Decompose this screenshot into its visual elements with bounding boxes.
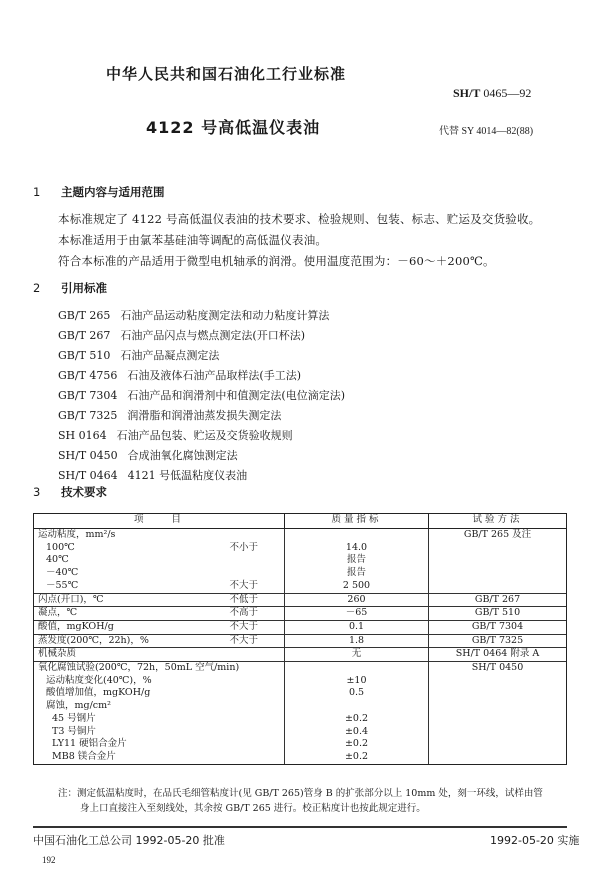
test-method [429, 675, 567, 688]
item-label: 闪点(开口)，℃ [38, 593, 104, 605]
reference-item: SH/T 0450 合成油氧化腐蚀测定法 [58, 449, 238, 462]
table-row [34, 738, 567, 751]
quality-value: 报告 [285, 554, 429, 567]
item-label: 运动粘度变化(40℃)，% [46, 674, 152, 686]
table-row [34, 662, 567, 675]
item-condition [258, 687, 280, 700]
reference-item: GB/T 4756 石油及液体石油产品取样法(手工法) [58, 369, 301, 382]
table-row [34, 713, 567, 726]
note-line-2: 身上口直接注入至刻线处，其余按 GB/T 265 进行。校正粘度计也按此规定进行。 [80, 803, 426, 814]
item-label: 蒸发度(200℃，22h)，% [38, 634, 149, 646]
quality-value: 1.8 [285, 634, 429, 648]
note-line-1: 注：测定低温粘度时，在品氏毛细管粘度计(见 GB/T 265)管身 B 的扩张部分以上 10mm 处，刻一环线，试样由管 [58, 788, 543, 799]
item-label: 酸值，mgKOH/g [38, 620, 114, 632]
quality-value: ±10 [285, 675, 429, 688]
table-note [58, 786, 568, 816]
table-row [34, 607, 567, 621]
table-row [34, 567, 567, 580]
item-label: 40℃ [46, 554, 69, 566]
test-method: GB/T 265 及注 [429, 529, 567, 542]
test-method [429, 713, 567, 726]
item-condition [258, 554, 280, 567]
quality-value [285, 700, 429, 713]
test-method [429, 567, 567, 580]
item-condition [258, 675, 280, 688]
item-label: 45 号钢片 [52, 712, 96, 724]
item-condition [258, 726, 280, 739]
test-method [429, 687, 567, 700]
quality-value: 2 500 [285, 580, 429, 593]
table-row [34, 620, 567, 634]
standard-code-number: 0465—92 [483, 86, 532, 100]
table-row [34, 700, 567, 713]
item-condition: 不大于 [229, 579, 258, 591]
test-method [429, 726, 567, 739]
item-condition [258, 751, 280, 764]
table-row [34, 542, 567, 555]
reference-item: GB/T 7325 润滑脂和润滑油蒸发损失测定法 [58, 409, 282, 422]
page-number: 192 [42, 855, 56, 865]
table-row [34, 580, 567, 593]
quality-value: 0.5 [285, 687, 429, 700]
quality-value: ±0.2 [285, 713, 429, 726]
test-method: GB/T 267 [429, 593, 567, 607]
quality-value: ±0.2 [285, 751, 429, 764]
test-method [429, 738, 567, 751]
reference-item: GB/T 510 石油产品凝点测定法 [58, 349, 220, 362]
item-condition: 不大于 [229, 634, 258, 646]
table-row [34, 554, 567, 567]
replaces-note: 代替 SY 4014—82(88) [439, 126, 534, 137]
quality-value: 0.1 [285, 620, 429, 634]
table-row [34, 751, 567, 764]
header-test-method: 试验方法 [429, 514, 567, 529]
item-condition: 不低于 [229, 593, 258, 605]
item-condition [258, 648, 280, 661]
section-1-paragraph: 符合本标准的产品适用于微型电机轴承的润滑。使用温度范围为：－60～＋200℃。 [58, 254, 495, 268]
table-row [34, 675, 567, 688]
reference-item: GB/T 267 石油产品闪点与燃点测定法(开口杯法) [58, 329, 305, 342]
item-label: －55℃ [46, 579, 79, 591]
approval-info: 中国石油化工总公司 1992-05-20 批准 [33, 834, 225, 847]
reference-item: GB/T 7304 石油产品和润滑剂中和值测定法(电位滴定法) [58, 389, 345, 402]
standard-code-prefix: SH/T [453, 86, 481, 100]
quality-value: ±0.2 [285, 738, 429, 751]
test-method [429, 554, 567, 567]
item-condition [258, 713, 280, 726]
table-row [34, 634, 567, 648]
item-label: MB8 镁合金片 [52, 750, 116, 762]
standard-code [453, 86, 531, 101]
implementation-date: 1992-05-20 实施 [490, 834, 580, 847]
section-2-heading: 2 引用标准 [33, 281, 107, 295]
quality-value: 无 [285, 648, 429, 662]
header-quality-index: 质量指标 [285, 514, 429, 529]
organization-title: 中华人民共和国石油化工行业标准 [106, 65, 347, 83]
test-method: SH/T 0464 附录 A [429, 648, 567, 662]
table-row [34, 648, 567, 662]
quality-value: 14.0 [285, 542, 429, 555]
test-method [429, 700, 567, 713]
section-1-paragraph: 本标准适用于由氯苯基硅油等调配的高低温仪表油。 [58, 233, 328, 247]
item-condition [258, 738, 280, 751]
item-label: －40℃ [46, 567, 79, 579]
table-row [34, 529, 567, 542]
item-condition: 不大于 [229, 620, 258, 632]
item-label: 酸值增加值，mgKOH/g [46, 687, 151, 699]
quality-value: －65 [285, 607, 429, 621]
item-condition [258, 662, 280, 675]
item-label: 氧化腐蚀试验(200℃，72h，50mL 空气/min) [38, 662, 240, 674]
document-title: 4122 号高低温仪表油 [146, 118, 321, 137]
test-method [429, 542, 567, 555]
item-label: 凝点，℃ [38, 607, 78, 619]
item-condition [258, 529, 280, 542]
section-3-heading: 3 技术要求 [33, 485, 107, 499]
test-method: GB/T 7304 [429, 620, 567, 634]
reference-item: SH 0164 石油产品包装、贮运及交货验收规则 [58, 429, 293, 442]
technical-requirements-table [33, 513, 567, 765]
item-label: T3 号铜片 [52, 725, 96, 737]
item-condition [258, 567, 280, 580]
item-label: 腐蚀，mg/cm² [46, 700, 111, 712]
reference-item: GB/T 265 石油产品运动粘度测定法和动力粘度计算法 [58, 309, 330, 322]
test-method: GB/T 510 [429, 607, 567, 621]
test-method [429, 580, 567, 593]
quality-value: 报告 [285, 567, 429, 580]
quality-value: 260 [285, 593, 429, 607]
section-1-heading: 1 主题内容与适用范围 [33, 185, 165, 199]
item-condition [258, 700, 280, 713]
test-method: SH/T 0450 [429, 662, 567, 675]
footer-divider [33, 826, 567, 828]
test-method: GB/T 7325 [429, 634, 567, 648]
quality-value: ±0.4 [285, 726, 429, 739]
item-condition: 不小于 [229, 541, 258, 553]
item-label: 机械杂质 [38, 648, 77, 660]
table-row [34, 593, 567, 607]
item-label: 运动粘度，mm²/s [38, 529, 116, 540]
reference-item: SH/T 0464 4121 号低温粘度仪表油 [58, 469, 248, 482]
quality-value [285, 529, 429, 542]
item-label: 100℃ [46, 541, 75, 553]
table-row [34, 687, 567, 700]
test-method [429, 751, 567, 764]
item-label: LY11 硬铝合金片 [52, 738, 127, 750]
item-condition: 不高于 [229, 607, 258, 619]
section-1-paragraph: 本标准规定了 4122 号高低温仪表油的技术要求、检验规则、包装、标志、贮运及交货验收。 [58, 212, 541, 226]
quality-value [285, 662, 429, 675]
table-row [34, 726, 567, 739]
table-header-row [34, 514, 567, 529]
header-item: 项 目 [34, 514, 285, 529]
